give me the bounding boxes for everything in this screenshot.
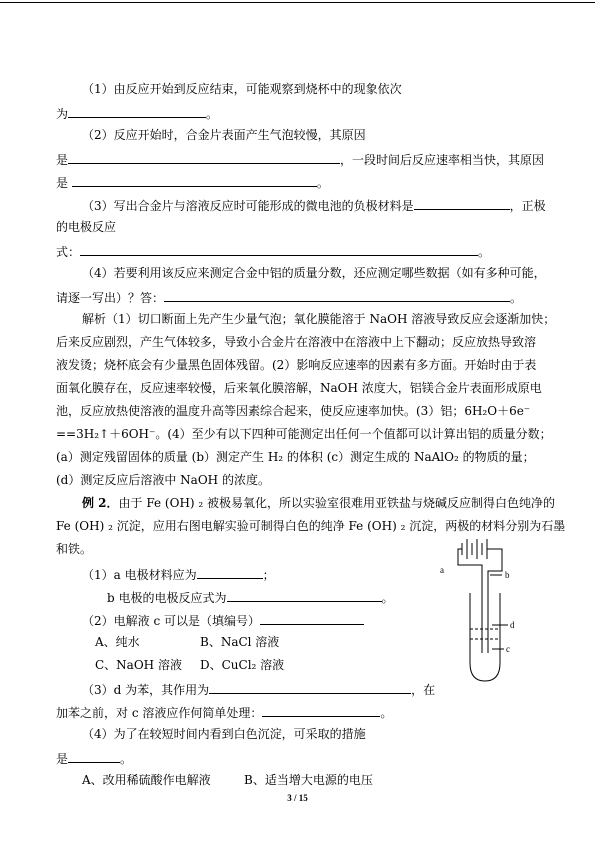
wire-right xyxy=(487,549,502,583)
answer-blank[interactable] xyxy=(72,174,317,187)
answer-blank[interactable] xyxy=(260,612,364,625)
answer-blank[interactable] xyxy=(80,243,478,256)
q3-text-line-2: 的电极反应 xyxy=(56,220,117,234)
ex2-q4-line-2: 是 。 xyxy=(56,752,133,766)
ex2-q1a: （1）a 电极材料应为 ； xyxy=(82,568,275,582)
option-a: A、纯水 xyxy=(95,635,140,649)
ex2-q2: （2）电解液 c 可以是（填编号） xyxy=(82,612,364,628)
q4-text-line-1: （4）若要利用该反应来测定合金中铝的质量分数，还应测定哪些数据（如有多种可能， xyxy=(82,266,546,280)
q2-answer-line-1: 是 ，一段时间后反应速率相当快，其原因 xyxy=(56,153,545,167)
analysis-line-7: (a）测定残留固体的质量 (b）测定产生 H₂ 的体积 (c）测定生成的 NaAlO₂ 的物质的量； xyxy=(56,450,535,464)
example2-line-3: 和铁。 xyxy=(56,542,93,556)
example-label: 例 2． xyxy=(82,496,119,510)
q2-answer-line-2: 是 。 xyxy=(56,176,329,190)
label-a: a xyxy=(440,565,444,575)
answer-blank[interactable] xyxy=(164,289,510,302)
q3-answer-line: 式： 。 xyxy=(56,245,491,259)
answer-blank[interactable] xyxy=(68,750,120,763)
q3-text-line-1: （3）写出合金片与溶液反应时可能形成的微电池的负极材料是 ，正极 xyxy=(82,199,546,213)
ex2-q4-line-1: （4）为了在较短时间内看到白色沉淀，可采取的措施 xyxy=(82,727,366,741)
analysis-line-8: (d）测定反应后溶液中 NaOH 的浓度。 xyxy=(56,473,270,487)
label-d: d xyxy=(510,620,515,630)
option-c: C、NaOH 溶液 xyxy=(95,658,182,672)
page-number: 3 / 15 xyxy=(287,793,308,803)
label-b: b xyxy=(505,570,510,580)
option-b2: B、适当增大电源的电压 xyxy=(244,773,373,787)
answer-blank[interactable] xyxy=(414,197,510,210)
answer-blank[interactable] xyxy=(68,151,340,164)
test-tube xyxy=(470,593,500,681)
q4-answer-line: 请逐一写出）？答： 。 xyxy=(56,291,523,305)
q1-text: （1）由反应开始到反应结束，可能观察到烧杯中的现象依次 xyxy=(82,82,402,96)
analysis-line-2: 后来反应剧烈，产生气体较多，导致小合金片在溶液中在溶液中上下翻动；反应放热导致溶 xyxy=(56,335,537,349)
q1-answer-line: 为 。 xyxy=(56,107,219,121)
option-a2: A、改用稀硫酸作电解液 xyxy=(82,773,211,787)
answer-blank[interactable] xyxy=(227,589,382,602)
analysis-line-1: 解析（1）切口断面上先产生少量气泡；氧化膜能溶于 NaOH 溶液导致反应会逐渐加快； xyxy=(82,312,556,326)
ex2-q3-line-1: （3）d 为苯，其作用为 ，在 xyxy=(82,683,436,697)
electrolysis-apparatus-diagram xyxy=(430,535,540,695)
analysis-line-3: 液发烫；烧杯底会有少量黑色固体残留。(2）影响反应速率的因素有多方面。开始时由于表 xyxy=(56,358,537,372)
answer-blank[interactable] xyxy=(68,105,206,118)
q2-text: （2）反应开始时，合金片表面产生气泡较慢，其原因 xyxy=(82,128,366,142)
analysis-line-5: 池，反应放热使溶液的温度升高等因素综合起来，使反应速率加快。(3）铝；6H₂O＋6e⁻ xyxy=(56,404,531,418)
header-rule xyxy=(0,2,595,3)
ex2-q1b: b 电极的电极反应式为 。 xyxy=(107,591,394,605)
option-b: B、NaCl 溶液 xyxy=(200,635,280,649)
answer-blank[interactable] xyxy=(262,704,380,717)
analysis-line-6: ==3H₂↑＋6OH⁻。(4）至少有以下四种可能测定出任何一个值都可以计算出铝的质量分数； xyxy=(56,427,552,441)
example2-line-1: 例 2．由于 Fe (OH) ₂ 被极易氧化，所以实验室很难用亚铁盐与烧碱反应制得白色纯净的 xyxy=(82,496,556,510)
ex2-q3-line-2: 加苯之前，对 c 溶液应作何简单处理： 。 xyxy=(56,706,393,720)
option-d: D、CuCl₂ 溶液 xyxy=(200,658,285,672)
label-c: c xyxy=(506,644,510,654)
example2-line-2: Fe (OH) ₂ 沉淀，应用右图电解实验可制得白色的纯净 Fe (OH) ₂ 沉淀，两极的材料分别为石墨 xyxy=(56,519,566,533)
answer-blank[interactable] xyxy=(197,566,263,579)
answer-blank[interactable] xyxy=(209,681,411,694)
analysis-line-4: 面氧化膜存在，反应速率较慢，后来氧化膜溶解，NaOH 浓度大，铝镁合金片表面形成原电 xyxy=(56,381,542,395)
